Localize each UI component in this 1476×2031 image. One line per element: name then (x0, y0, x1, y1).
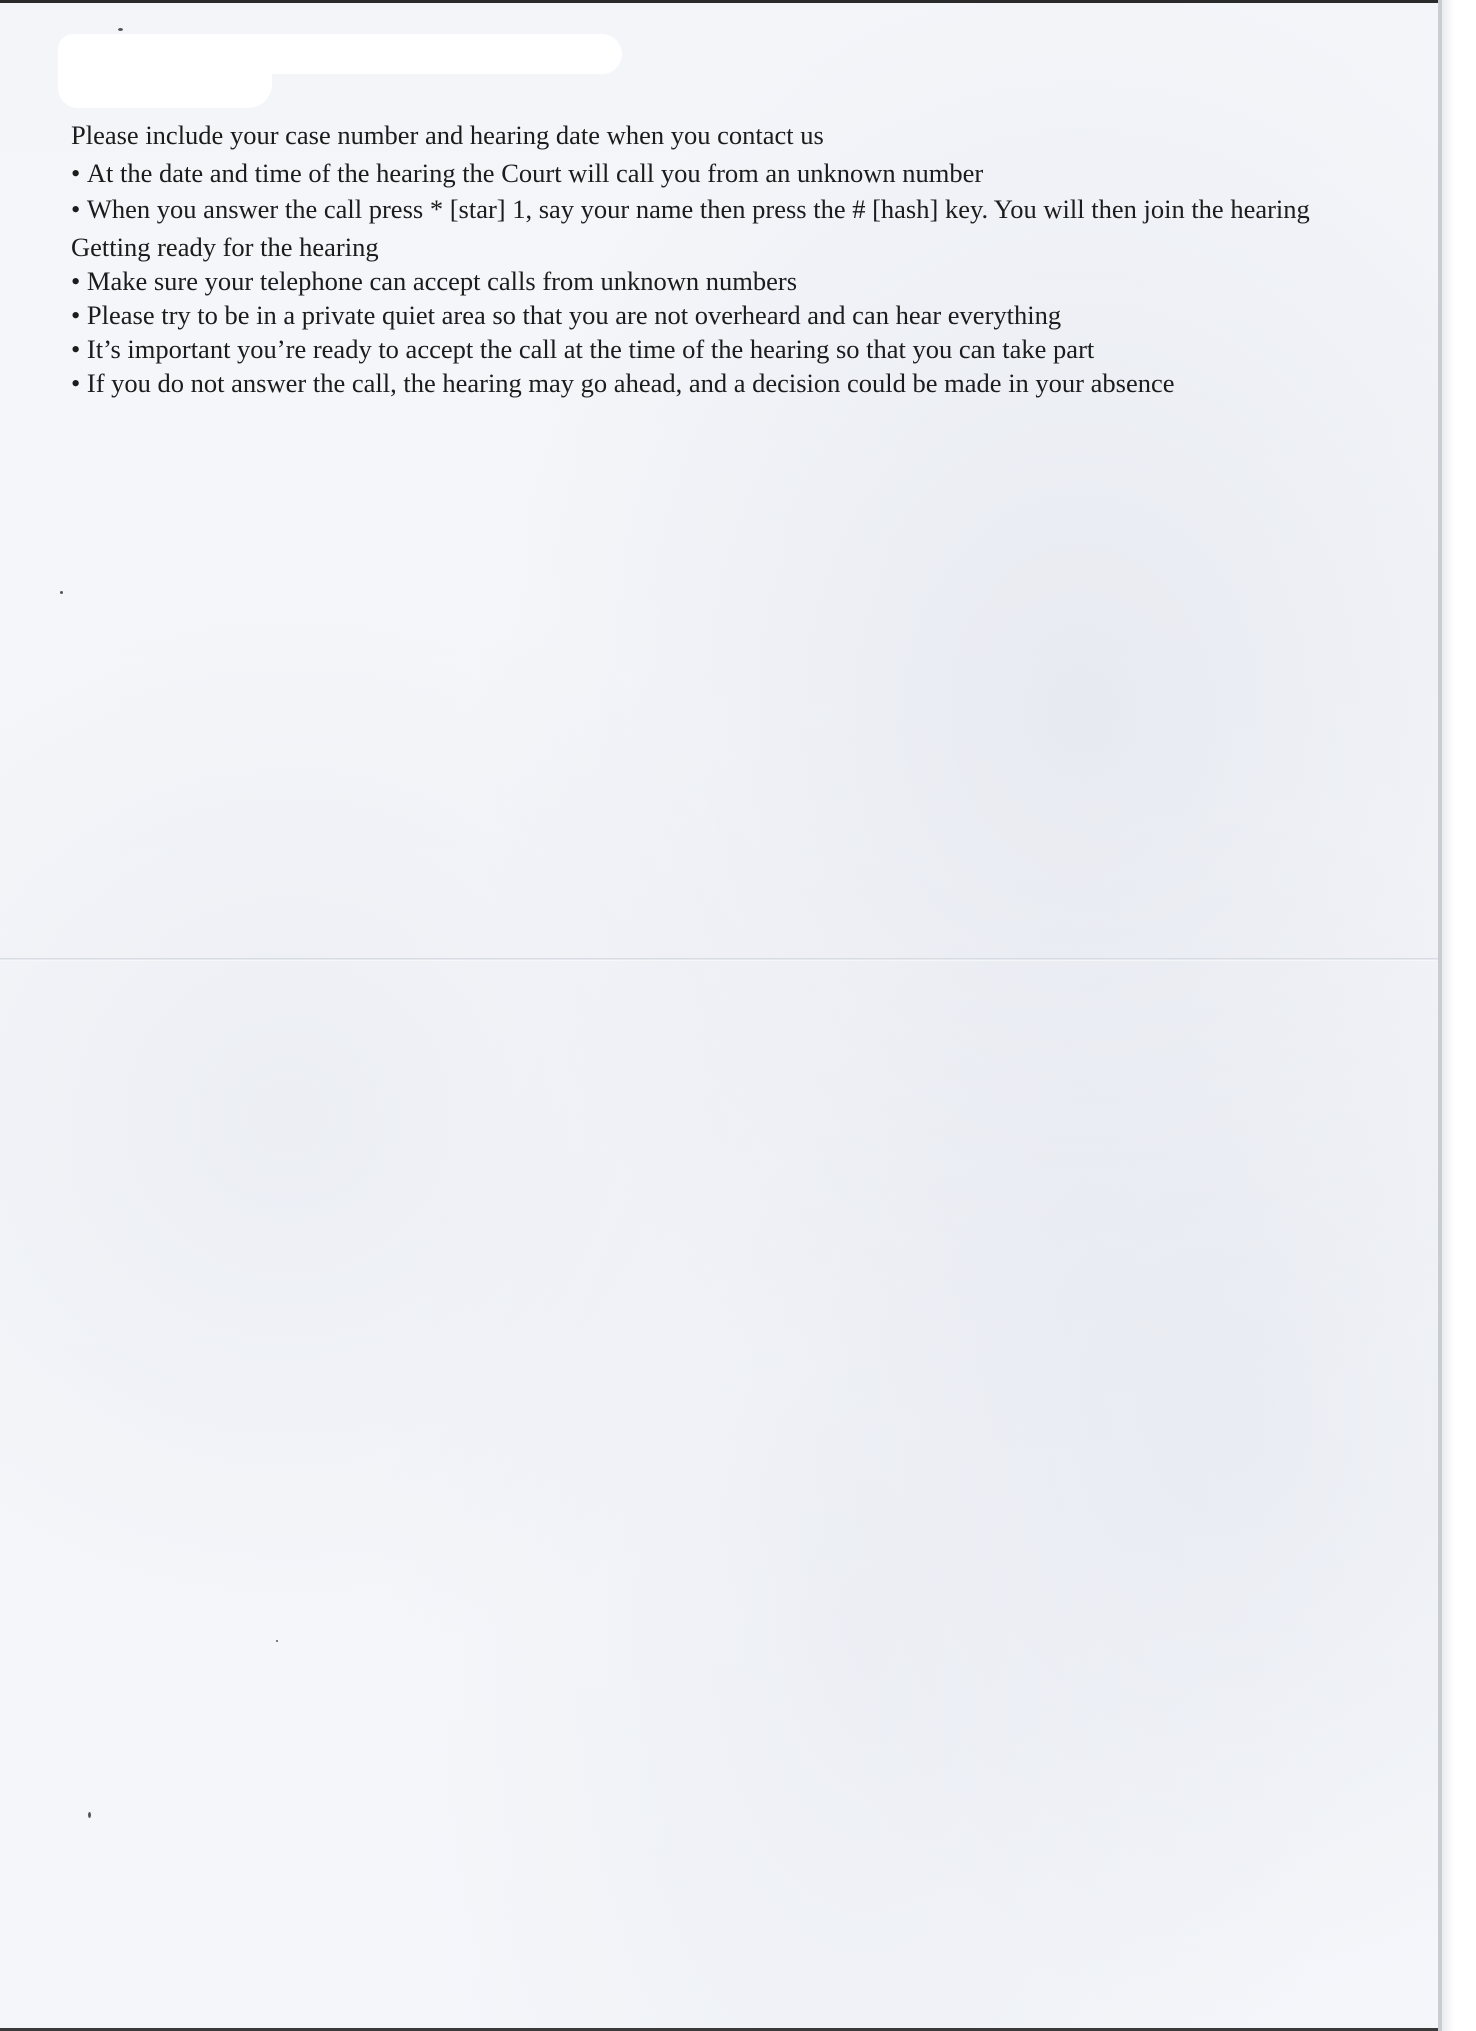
call-step-1: • At the date and time of the hearing the Court will call you from an unknown number (71, 156, 1381, 190)
letter-body (71, 118, 1381, 400)
prep-step-3: • It’s important you’re ready to accept the call at the time of the hearing so that you can take part (71, 332, 1381, 366)
prep-heading: Getting ready for the hearing (71, 232, 379, 262)
call-step-2: • When you answer the call press * [star] 1, say your name then press the # [hash] key. You will then join the hearing (71, 192, 1381, 226)
page-top-edge (0, 0, 1442, 3)
prep-step-2: • Please try to be in a private quiet area so that you are not overheard and can hear everything (71, 298, 1381, 332)
paper-fold-line (0, 958, 1442, 961)
contact-instruction: Please include your case number and hearing date when you contact us (71, 120, 824, 150)
paper-speck (118, 28, 123, 31)
paper-speck (88, 1812, 91, 1818)
prep-step-4: • If you do not answer the call, the hearing may go ahead, and a decision could be made in your absence (71, 366, 1381, 400)
paper-speck (60, 591, 63, 594)
scanner-margin (1442, 0, 1476, 2031)
paper-speck (276, 1640, 278, 1642)
prep-step-1: • Make sure your telephone can accept calls from unknown numbers (71, 264, 1381, 298)
redaction-mark-tail (58, 60, 272, 108)
